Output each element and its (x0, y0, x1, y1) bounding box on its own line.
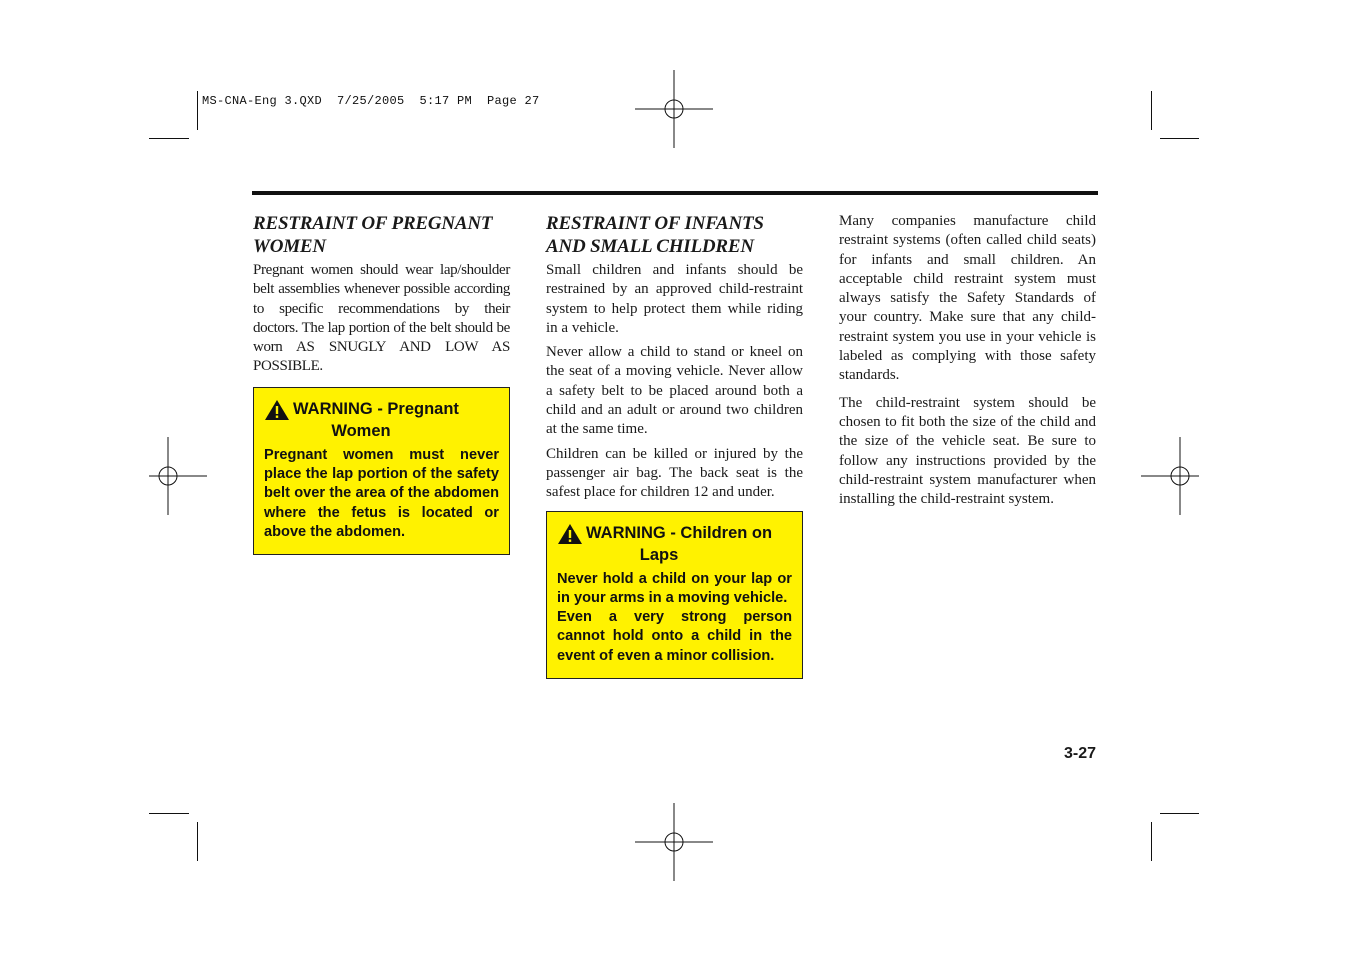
column-pregnant-women (253, 212, 510, 555)
warning-title-line: WARNING - Pregnant (293, 399, 459, 418)
warning-text (557, 570, 792, 666)
warning-title (293, 398, 459, 442)
warning-text: Pregnant women must never place the lap portion of the safety belt over the area of the abdomen where the fetus is located or above the abdomen. (264, 446, 499, 540)
crop-mark-bottom-right-vertical (1151, 822, 1152, 861)
section-heading (253, 212, 510, 258)
body-paragraph: The child-restraint system should be chosen to fit both the size of the child and the size of the vehicle seat. Be sure to follow any instructions provided by the child-restraint system manufacturer when installing the child-restraint system. (839, 394, 1096, 508)
column-child-restraint-systems (839, 212, 1096, 514)
heading-line: WOMEN (253, 236, 326, 257)
crop-mark-top-right-vertical (1151, 91, 1152, 130)
warning-box (253, 387, 510, 555)
header-rule (252, 191, 1098, 195)
column-infants-children (546, 212, 803, 679)
heading-line: AND SMALL CHILDREN (546, 236, 754, 257)
page-number: 3-27 (1063, 745, 1096, 762)
heading-line: RESTRAINT OF INFANTS (546, 213, 764, 234)
body-paragraph: Never allow a child to stand or kneel on the seat of a moving vehicle. Never allow a safety belt to be placed around both a child and an adult or around two children at the same time. (546, 344, 803, 438)
crop-mark-top-right-horizontal (1160, 138, 1199, 139)
registration-mark-icon (635, 70, 713, 148)
crop-mark-top-left-vertical (197, 91, 198, 130)
warning-triangle-icon (557, 523, 583, 545)
warning-title-line: Laps (639, 545, 679, 564)
body-paragraph: Many companies manufacture child restraint systems (often called child seats) for infants and small children. An acceptable child restraint system must always satisfy the Safety Standards of your country. Make sure that any child-restraint system you use in your vehicle is labeled as complying with those safety standards. (839, 213, 1096, 384)
section-heading (546, 212, 803, 258)
warning-header (264, 398, 499, 442)
body-paragraph: Pregnant women should wear lap/shoulder belt assemblies whenever possible according to specific recommendations by their doctors. The lap portion of the belt should be worn AS SNUGLY AND LOW AS POSSIBLE. (253, 262, 510, 375)
warning-box (546, 511, 803, 679)
warning-header (557, 522, 792, 566)
warning-title-line: WARNING - Children on (586, 523, 773, 542)
registration-mark-icon (129, 437, 207, 515)
body-paragraph: Small children and infants should be restrained by an approved child-restraint system to help protect them while riding in a vehicle. (546, 262, 803, 336)
warning-text-line: Even a very strong person cannot hold onto a child in the event of even a minor collision. (557, 609, 792, 664)
crop-mark-bottom-left-vertical (197, 822, 198, 861)
heading-line: RESTRAINT OF PREGNANT (253, 213, 493, 234)
body-paragraph: Children can be killed or injured by the passenger air bag. The back seat is the safest place for children 12 and under. (546, 445, 803, 501)
crop-mark-bottom-right-horizontal (1160, 813, 1199, 814)
registration-mark-icon (635, 803, 713, 881)
crop-mark-bottom-left-horizontal (149, 813, 189, 814)
warning-title (586, 522, 772, 566)
warning-text-line: Never hold a child on your lap or in your arms in a moving vehicle. (557, 570, 792, 606)
print-slug: MS-CNA-Eng 3.QXD 7/25/2005 5:17 PM Page 27 (202, 94, 540, 108)
registration-mark-icon (1141, 437, 1219, 515)
crop-mark-top-left-horizontal (149, 138, 189, 139)
warning-title-line: Women (331, 421, 391, 440)
warning-triangle-icon (264, 399, 290, 421)
